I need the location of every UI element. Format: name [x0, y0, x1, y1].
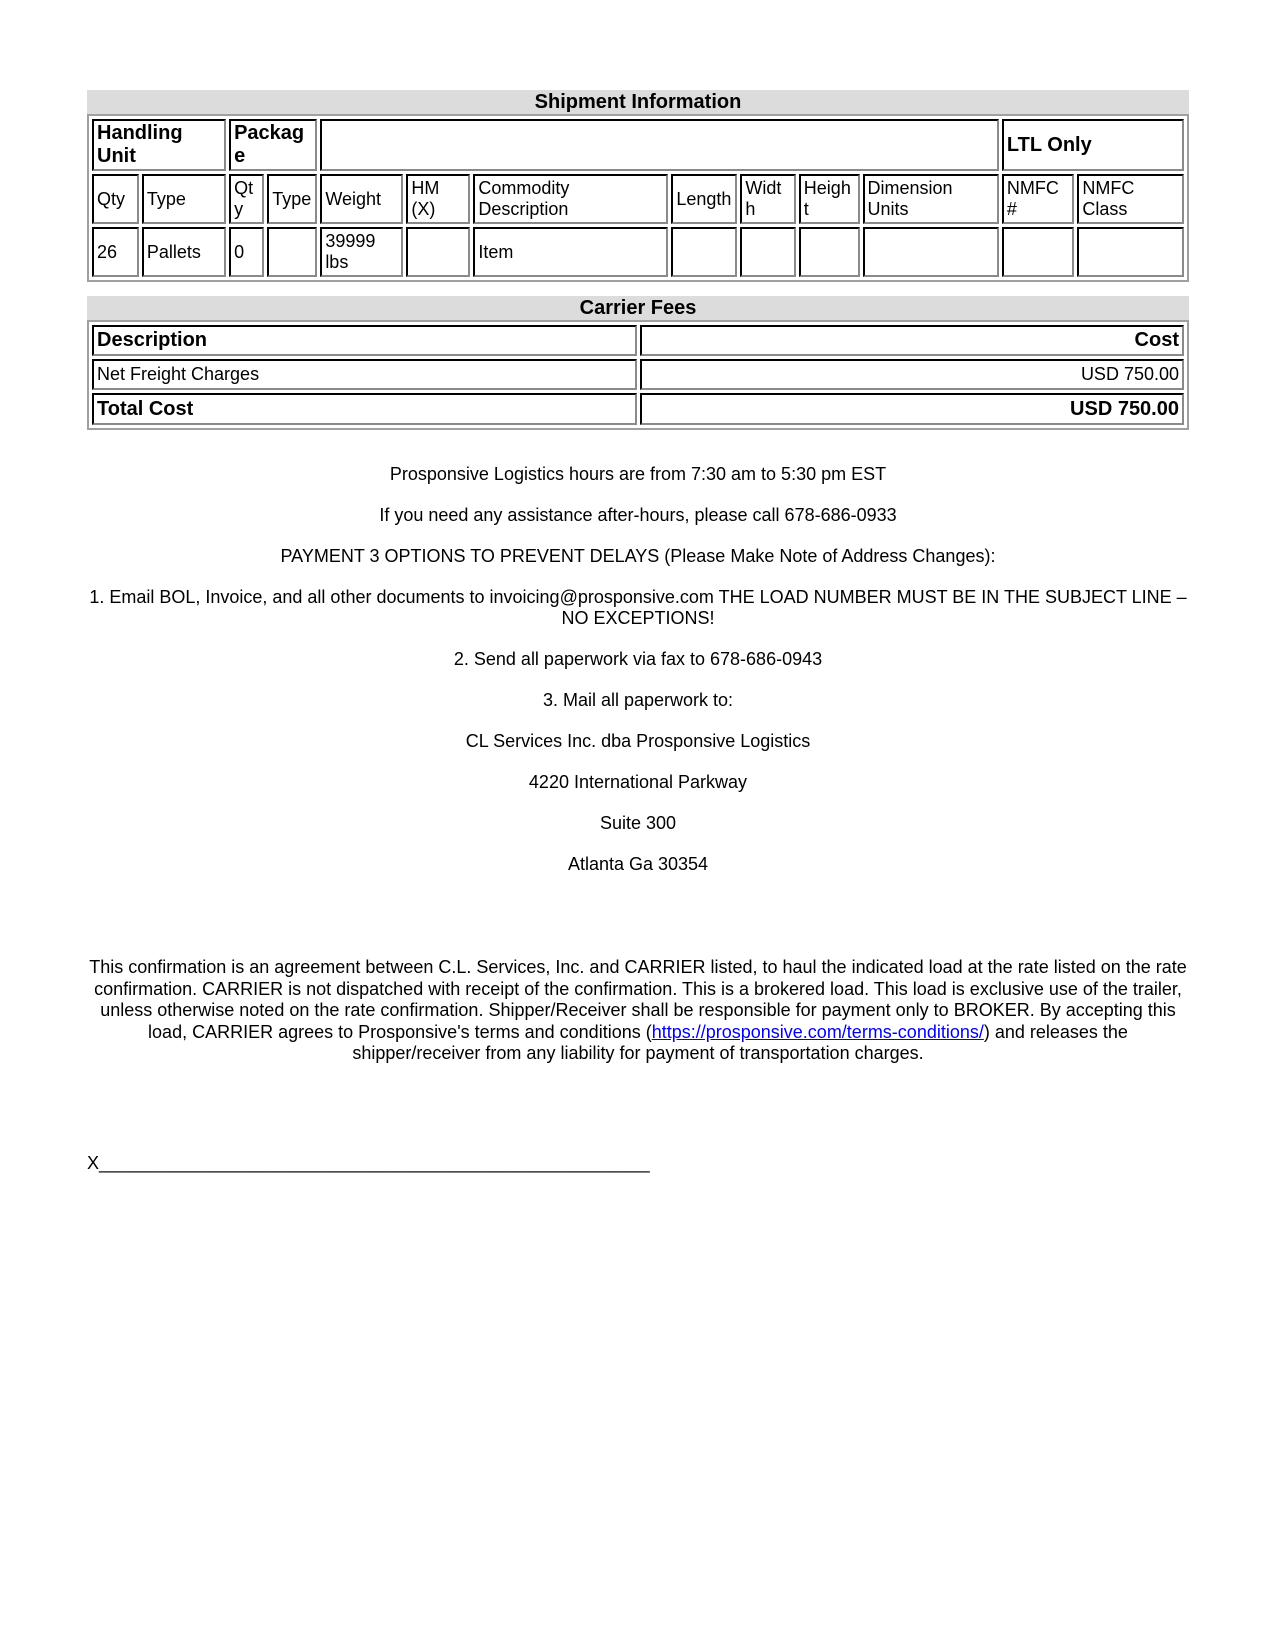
table-cell [799, 227, 860, 277]
hours-text: Prosponsive Logistics hours are from 7:30 am to 5:30 pm EST [389, 464, 887, 484]
blank-group-header [320, 119, 999, 171]
after-hours-text: If you need any assistance after-hours, please call 678-686-0933 [379, 505, 897, 525]
total-cost: USD 750.00 [640, 393, 1185, 425]
table-cell [671, 227, 737, 277]
column-header: Dimension Units [863, 174, 999, 224]
address-line-2: 4220 International Parkway [528, 772, 748, 792]
shipment-group-header-row [92, 119, 1184, 171]
table-cell [406, 227, 470, 277]
table-row [92, 359, 1184, 390]
shipment-information-title: Shipment Information [87, 90, 1189, 114]
agreement-paragraph [87, 957, 1189, 1065]
total-row [92, 393, 1184, 425]
package-header: Package [229, 119, 317, 171]
signature-line: X_______________________________________________________ [87, 1153, 650, 1173]
table-cell: 0 [229, 227, 264, 277]
table-cell [1077, 227, 1184, 277]
payment-option-2: 2. Send all paperwork via fax to 678-686-0943 [453, 649, 823, 669]
carrier-fees-table [87, 320, 1189, 430]
table-cell [740, 227, 795, 277]
column-header: Qty [229, 174, 264, 224]
description-header: Description [92, 325, 637, 356]
table-cell [267, 227, 317, 277]
fee-cost: USD 750.00 [640, 359, 1185, 390]
info-block [87, 464, 1189, 875]
handling-unit-header: Handling Unit [92, 119, 226, 171]
payment-heading: PAYMENT 3 OPTIONS TO PREVENT DELAYS (Please Make Note of Address Changes): [280, 546, 996, 566]
table-cell: 39999 lbs [320, 227, 403, 277]
column-header: HM (X) [406, 174, 470, 224]
address-line-3: Suite 300 [599, 813, 677, 833]
address-line-1: CL Services Inc. dba Prosponsive Logistics [465, 731, 811, 751]
table-cell [863, 227, 999, 277]
column-header: Type [267, 174, 317, 224]
column-header: NMFC Class [1077, 174, 1184, 224]
table-cell: 26 [92, 227, 139, 277]
table-cell: Item [473, 227, 668, 277]
column-header: Weight [320, 174, 403, 224]
column-header: Qty [92, 174, 139, 224]
column-header: Commodity Description [473, 174, 668, 224]
total-label: Total Cost [92, 393, 637, 425]
payment-option-1: 1. Email BOL, Invoice, and all other documents to invoicing@prosponsive.com THE LOAD NUMBER MUST BE IN THE SUBJECT LINE – NO EXCEPTIONS! [89, 587, 1187, 628]
column-header: Length [671, 174, 737, 224]
table-row [92, 227, 1184, 277]
fee-description: Net Freight Charges [92, 359, 637, 390]
column-header: Height [799, 174, 860, 224]
table-cell: Pallets [142, 227, 226, 277]
document-page [87, 90, 1189, 875]
fees-header-row [92, 325, 1184, 356]
payment-option-3: 3. Mail all paperwork to: [542, 690, 734, 710]
cost-header: Cost [640, 325, 1185, 356]
column-header: Width [740, 174, 795, 224]
table-cell [1002, 227, 1074, 277]
carrier-fees-title: Carrier Fees [87, 296, 1189, 320]
terms-conditions-link[interactable]: https://prosponsive.com/terms-conditions/ [651, 1021, 984, 1042]
column-header: Type [142, 174, 226, 224]
column-header: NMFC # [1002, 174, 1074, 224]
shipment-table [87, 114, 1189, 282]
agreement-text-after: ) and releases the shipper/receiver from any liability for payment of transportation charges. [352, 1021, 1128, 1063]
agreement-text-before: This confirmation is an agreement between C.L. Services, Inc. and CARRIER listed, to haul the indicated load at the rate listed on the rate confirmation. CARRIER is not dispatched with receipt of the confirmation. This is a brokered load. This load is exclusive use of the trailer, unless otherwise noted on the rate confirmation. Shipper/Receiver shall be responsible for payment only to BROKER. By accepting this load, CARRIER agrees to Prosponsive's terms and conditions ( [89, 957, 1187, 1042]
ltl-only-header: LTL Only [1002, 119, 1184, 171]
shipment-column-header-row [92, 174, 1184, 224]
address-line-4: Atlanta Ga 30354 [567, 854, 709, 874]
